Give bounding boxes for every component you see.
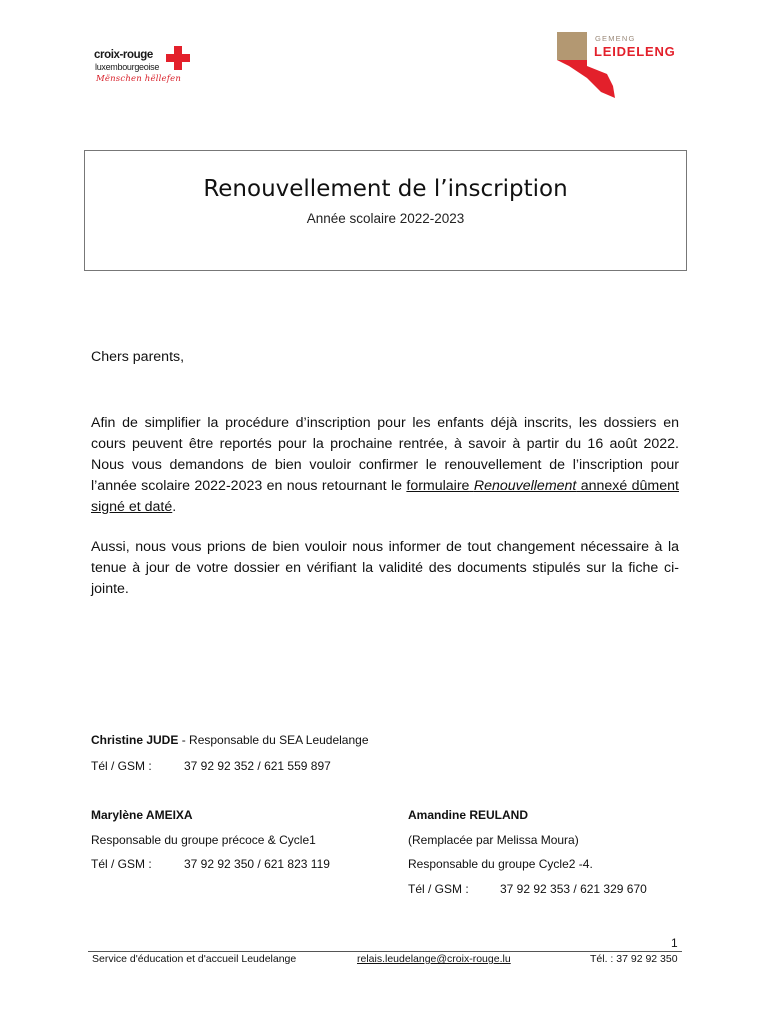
contact-christine-heading (91, 733, 369, 747)
contact-amandine-tel: 37 92 92 353 / 621 329 670 (500, 882, 647, 896)
leideleng-gemeng-label: GEMENG (595, 34, 636, 43)
title-box (84, 150, 687, 271)
page-number: 1 (671, 936, 678, 950)
contact-amandine-tel-label: Tél / GSM : (408, 882, 469, 896)
footer-service: Service d'éducation et d'accueil Leudelange (92, 953, 297, 965)
contact-amandine-name: Amandine REULAND (408, 808, 529, 822)
footer-email-link[interactable]: relais.leudelange@croix-rouge.lu (357, 953, 511, 965)
document-subtitle: Année scolaire 2022-2023 (306, 211, 465, 226)
croix-rouge-logo-signature: Mënschen hëllefen (96, 74, 182, 84)
footer-divider (88, 951, 682, 952)
document-title: Renouvellement de l’inscription (203, 176, 568, 202)
paragraph-intro-text: Afin de simplifier la procédure d’inscription pour les enfants déjà inscrits, les dossiers en cours peuvent être reportés pour la prochaine rentrée, à savoir à partir du 16 août 2022. Nous vous demandons de bien vouloir confirmer le renouvellement de l’inscription pour l’année scolaire 2022-2023 en nous retournant le (91, 415, 679, 494)
contact-christine-name: Christine JUDE (91, 733, 179, 747)
croix-rouge-logo-sub: luxembourgeoise (95, 62, 160, 72)
contact-marylene-tel-label: Tél / GSM : (91, 857, 152, 871)
paragraph-intro (91, 413, 679, 518)
contact-marylene-name: Marylène AMEIXA (91, 808, 193, 822)
footer-phone: Tél. : 37 92 92 350 (590, 953, 678, 965)
contact-marylene-tel: 37 92 92 350 / 621 823 119 (184, 857, 330, 871)
contact-amandine-role: Responsable du groupe Cycle2 -4. (408, 857, 593, 871)
paragraph-changes (91, 537, 679, 600)
contact-marylene-role: Responsable du groupe précoce & Cycle1 (91, 833, 316, 847)
paragraph-changes-rest: , nous vous prions de bien vouloir nous informer de tout changement nécessaire à la tenue à jour de votre dossier en vérifiant la validité des documents stipulés sur la fiche ci-jointe. (91, 539, 679, 597)
leideleng-gold-block-icon (557, 32, 587, 60)
contact-christine-role: - Responsable du SEA Leudelange (178, 733, 369, 747)
formulaire-link-word: formulaire (406, 478, 470, 494)
contact-amandine-note: (Remplacée par Melissa Moura) (408, 833, 579, 847)
leideleng-logo (557, 32, 687, 98)
croix-rouge-logo-name: croix-rouge (94, 49, 153, 61)
paragraph-intro-end: . (172, 499, 177, 515)
formulaire-link-rest: annexé dûment signé et daté (91, 478, 679, 515)
contact-christine-tel: 37 92 92 352 / 621 559 897 (184, 759, 331, 773)
leideleng-name: LEIDELENG (594, 44, 676, 59)
croix-rouge-logo (94, 44, 204, 88)
paragraph-changes-start: Aussi (91, 539, 126, 555)
greeting: Chers parents, (91, 349, 185, 365)
red-cross-icon (166, 46, 190, 70)
contact-christine-tel-label: Tél / GSM : (91, 759, 152, 773)
formulaire-link-italic: Renouvellement (473, 478, 577, 494)
